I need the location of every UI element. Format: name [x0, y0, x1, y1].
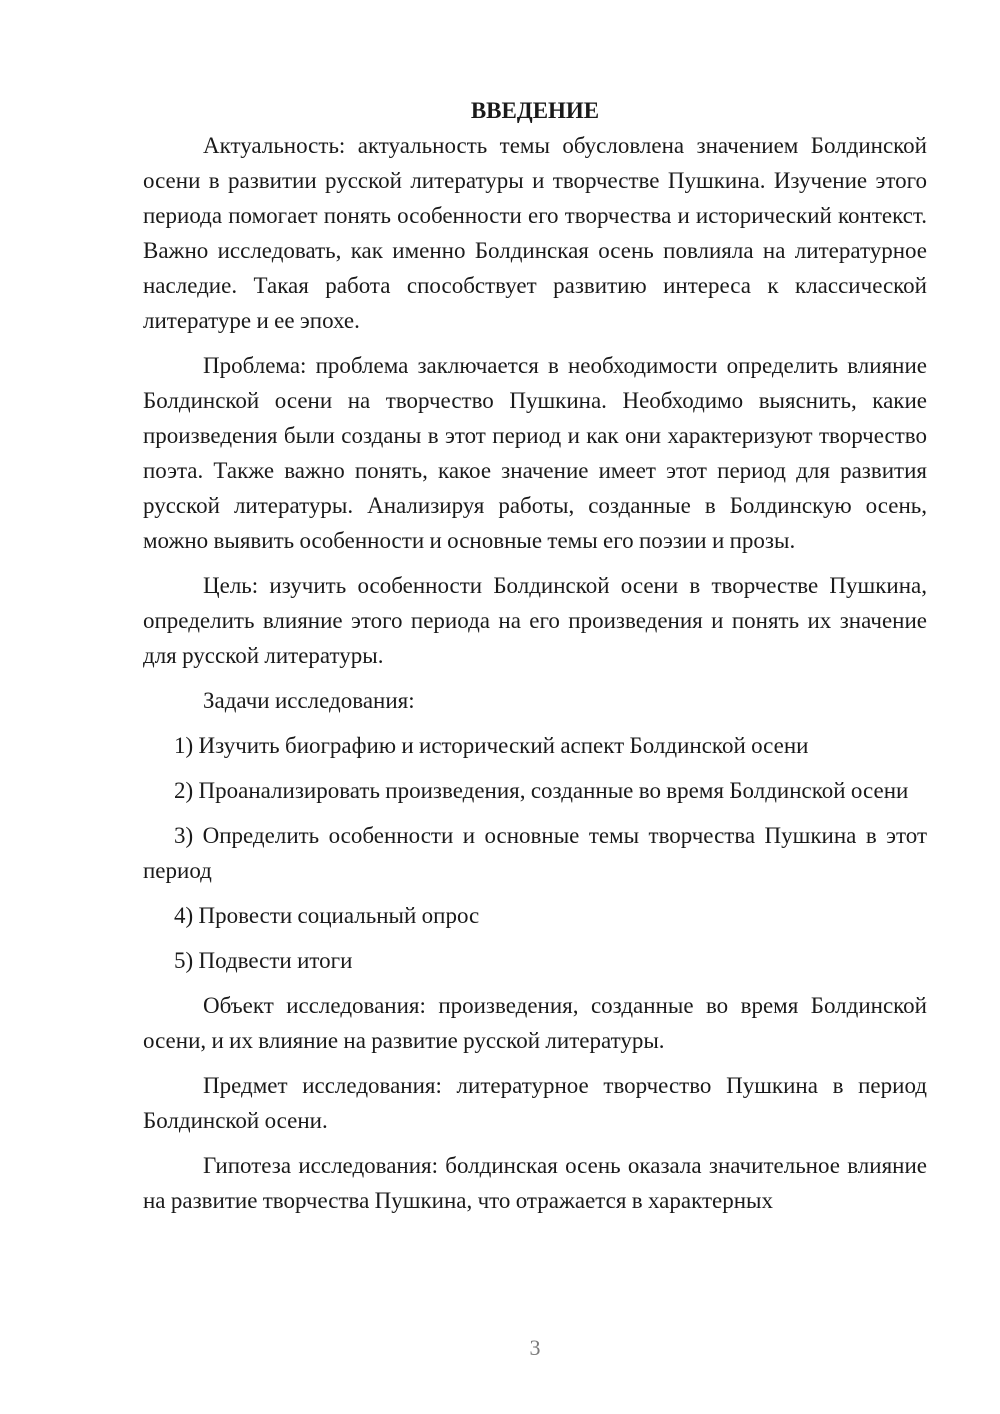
- task-item: 2) Проанализировать произведения, созданные во время Болдинской осени: [174, 778, 909, 803]
- paragraph-problem: Проблема: проблема заключается в необходимости определить влияние Болдинской осени на творчество Пушкина. Необходимо выяснить, какие произведения были созданы в этот период и как они характеризуют творчество поэта. Также важно понять, какое значение имеет этот период для развития русской литературы. Анализируя работы, созданные в Болдинскую осень, можно выявить особенности и основные темы его поэзии и прозы.: [143, 353, 927, 553]
- task-item: 1) Изучить биографию и исторический аспект Болдинской осени: [174, 733, 809, 758]
- paragraph-subject: Предмет исследования: литературное творчество Пушкина в период Болдинской осени.: [143, 1073, 927, 1133]
- section-heading: ВВЕДЕНИЕ: [470, 98, 600, 123]
- page-number: 3: [529, 1335, 541, 1360]
- paragraph-goal: Цель: изучить особенности Болдинской осени в творчестве Пушкина, определить влияние этого периода на его произведения и понять их значение для русской литературы.: [143, 573, 927, 668]
- paragraph-relevance: Актуальность: актуальность темы обусловлена значением Болдинской осени в развитии русской литературы и творчестве Пушкина. Изучение этого периода помогает понять особенности его творчества и исторический контекст. Важно исследовать, как именно Болдинская осень повлияла на литературное наследие. Такая работа способствует развитию интереса к классической литературе и ее эпохе.: [143, 133, 927, 333]
- task-item: 5) Подвести итоги: [174, 948, 353, 973]
- task-item: 3) Определить особенности и основные темы творчества Пушкина в этот период: [143, 823, 927, 883]
- tasks-title: Задачи исследования:: [203, 688, 415, 713]
- task-item: 4) Провести социальный опрос: [174, 903, 480, 928]
- paragraph-object: Объект исследования: произведения, созданные во время Болдинской осени, и их влияние на развитие русской литературы.: [143, 993, 927, 1053]
- paragraph-hypothesis: Гипотеза исследования: болдинская осень оказала значительное влияние на развитие творчества Пушкина, что отражается в характерных: [143, 1153, 927, 1213]
- page-content: [143, 93, 927, 1218]
